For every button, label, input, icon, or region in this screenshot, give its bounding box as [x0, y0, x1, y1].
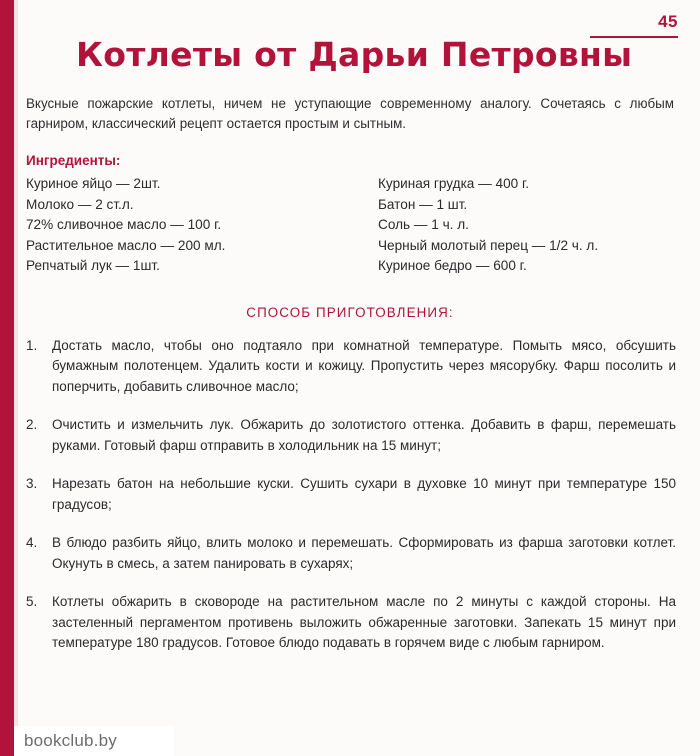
list-item	[26, 474, 678, 515]
step-text: Нарезать батон на небольшие куски. Сушить сухари в духовке 10 минут при температуре 150 градусов;	[52, 476, 676, 512]
ingredients-column-right	[352, 174, 678, 277]
list-item	[26, 533, 678, 574]
page-title: Котлеты от Дарьи Петровны	[76, 35, 633, 74]
page-number: 45	[590, 12, 678, 38]
method-steps	[22, 336, 678, 654]
step-number: 1.	[26, 337, 38, 353]
list-item	[26, 336, 678, 398]
step-text: В блюдо разбить яйцо, влить молоко и перемешать. Сформировать из фарша заготовки котлет. Окунуть в смесь, а затем панировать в сухарях;	[52, 535, 676, 571]
step-text: Котлеты обжарить в сковороде на растительном масле по 2 минуты с каждой стороны. На застеленный пергаментом противень выложить обжаренные заготовки. Запекать 15 минут при температуре 180 градусов. Готовое блюдо подавать в горячем виде с любым гарниром.	[52, 594, 676, 650]
list-item: Куриная грудка — 400 г.	[378, 176, 530, 191]
step-number: 5.	[26, 594, 38, 609]
list-item	[26, 415, 678, 456]
list-item: Куриное бедро — 600 г.	[378, 258, 527, 273]
list-item: Батон — 1 шт.	[378, 196, 468, 212]
list-item: Куриное яйцо — 2шт.	[26, 176, 161, 191]
page-content	[22, 0, 678, 672]
left-margin-bar	[0, 0, 14, 756]
list-item	[26, 592, 678, 654]
intro-paragraph: Вкусные пожарские котлеты, ничем не уступающие современному аналогу. Сочетаясь с любым гарниром, классический рецепт остается простым и сытным.	[26, 96, 674, 131]
watermark: bookclub.by	[14, 726, 174, 756]
list-item: Соль — 1 ч. л.	[378, 217, 469, 232]
list-item: Растительное масло — 200 мл.	[26, 237, 226, 253]
list-item: Молоко — 2 ст.л.	[26, 196, 134, 212]
list-item: 72% сливочное масло — 100 г.	[26, 217, 222, 232]
list-item: Репчатый лук — 1шт.	[26, 258, 160, 273]
list-item: Черный молотый перец — 1/2 ч. л.	[378, 237, 599, 253]
step-text: Достать масло, чтобы оно подтаяло при комнатной температуре. Помыть мясо, обсушить бумажным полотенцем. Удалить кости и кожицу. Пропустить через мясорубку. Фарш посолить и поперчить, добавить сливочное масло;	[52, 337, 676, 394]
step-number: 2.	[26, 417, 38, 432]
ingredients-label: Ингредиенты:	[26, 153, 121, 168]
ingredients-column-left	[26, 174, 352, 277]
ingredients-list	[26, 174, 678, 277]
method-heading: СПОСОБ ПРИГОТОВЛЕНИЯ:	[246, 304, 454, 320]
step-text: Очистить и измельчить лук. Обжарить до золотистого оттенка. Добавить в фарш, перемешать руками. Готовый фарш отправить в холодильник на 15 минут;	[52, 417, 676, 453]
step-number: 3.	[26, 476, 38, 491]
left-margin-accent	[14, 0, 18, 756]
step-number: 4.	[26, 535, 38, 550]
